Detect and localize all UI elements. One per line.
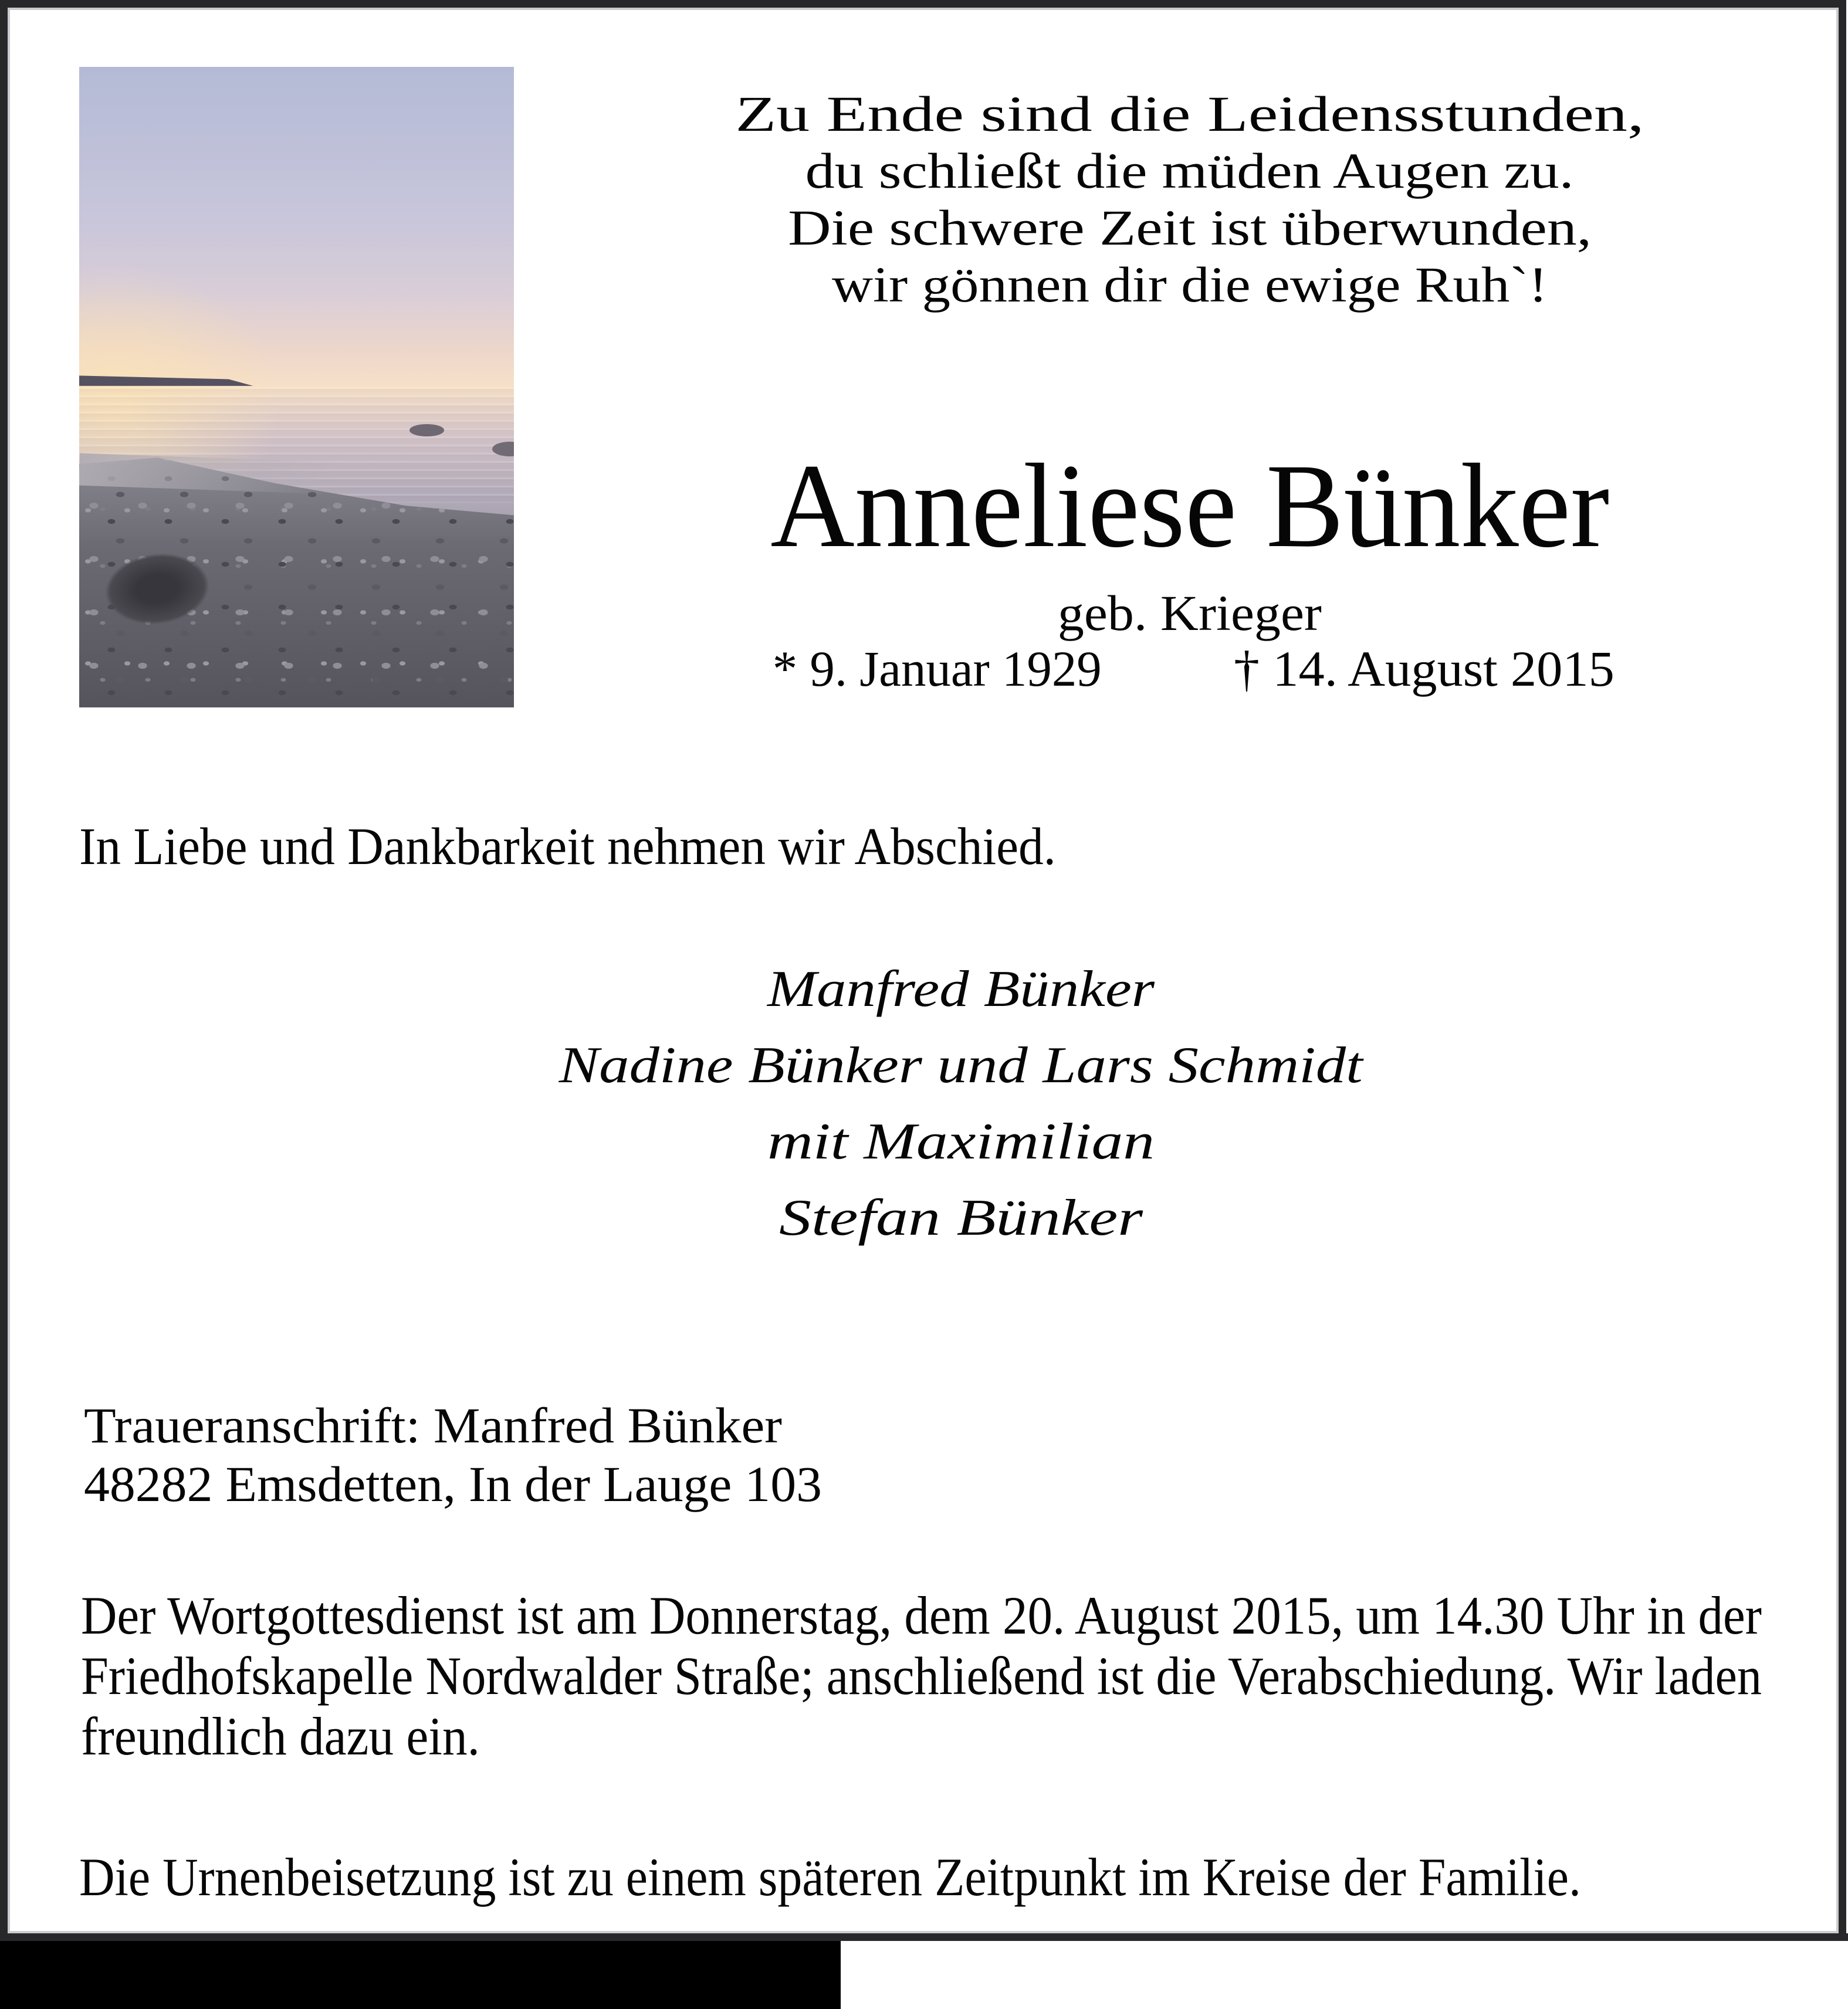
mourner-line: Nadine Bünker und Lars Schmidt — [559, 1037, 1363, 1094]
burial-announcement: Die Urnenbeisetzung ist zu einem späteren Zeitpunkt im Kreise der Familie. — [79, 1847, 1581, 1907]
memorial-photo-sunset-beach — [79, 67, 514, 707]
service-line: Friedhofskapelle Nordwalder Straße; anschließend ist die Verabschiedung. Wir laden — [81, 1646, 1762, 1706]
mourner-line: mit Maximilian — [767, 1113, 1155, 1170]
poem-line: Die schwere Zeit ist überwunden, — [787, 199, 1592, 256]
farewell-line: In Liebe und Dankbarkeit nehmen wir Abschied. — [79, 818, 1056, 876]
mourner-line: Stefan Bünker — [779, 1190, 1143, 1246]
mourning-address-block — [84, 1396, 822, 1513]
deceased-name: Anneliese Bünker — [770, 439, 1609, 572]
address-line: 48282 Emsdetten, In der Lauge 103 — [84, 1456, 822, 1512]
mourner-line: Manfred Bünker — [767, 961, 1155, 1018]
headland-silhouette — [79, 375, 253, 385]
poem-line: wir gönnen dir die ewige Ruh`! — [831, 256, 1548, 313]
death-date: † 14. August 2015 — [1233, 641, 1615, 697]
memorial-poem — [553, 86, 1826, 313]
life-dates — [553, 641, 1826, 697]
service-line: freundlich dazu ein. — [81, 1706, 480, 1766]
birth-date: * 9. Januar 1929 — [773, 641, 1102, 697]
service-announcement — [81, 1585, 1848, 1767]
service-line: Der Wortgottesdienst ist am Donnerstag, dem 20. August 2015, um 14.30 Uhr in der — [81, 1585, 1762, 1645]
mourners-list — [66, 951, 1848, 1256]
address-line: Traueranschrift: Manfred Bünker — [84, 1397, 782, 1454]
frame-bottom-bar — [0, 1933, 1848, 1941]
neighbor-ad-block — [0, 1941, 841, 2009]
poem-line: du schließt die müden Augen zu. — [805, 143, 1574, 199]
maiden-name: geb. Krieger — [1057, 585, 1322, 641]
poem-line: Zu Ende sind die Leidensstunden, — [735, 86, 1644, 142]
